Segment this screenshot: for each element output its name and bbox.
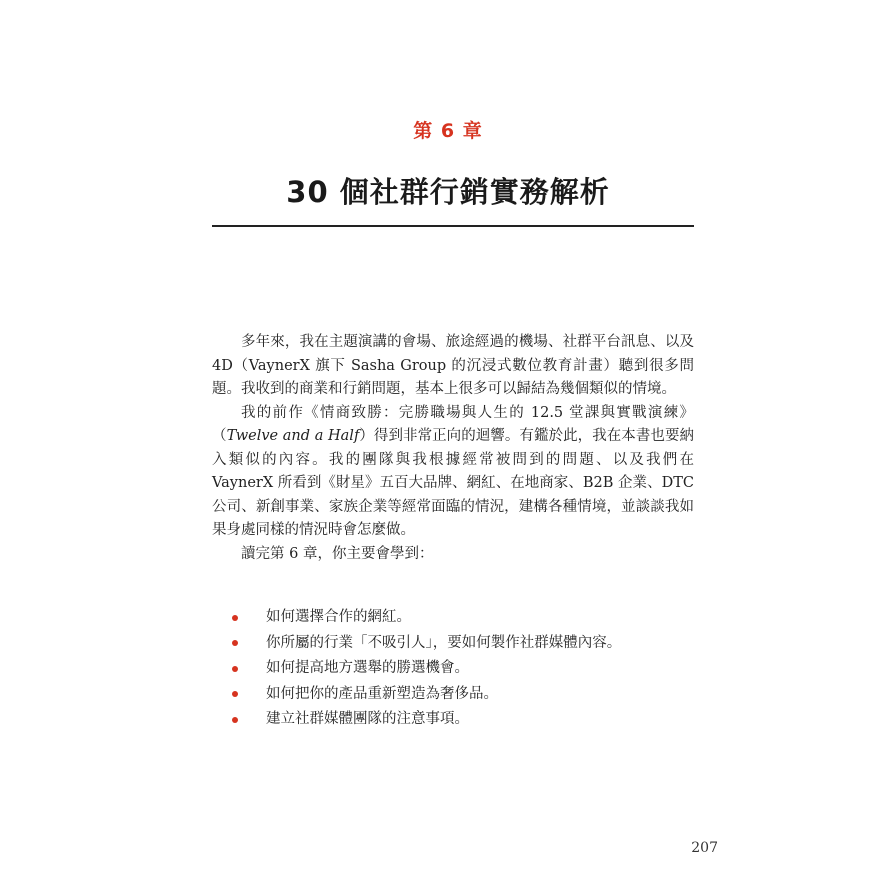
list-item-text: 如何提高地方選舉的勝選機會。 [266,660,469,676]
page-number: 207 [691,840,718,856]
list-item [232,707,692,733]
list-item [232,682,692,708]
title-divider [212,225,694,227]
list-item-text: 你所屬的行業「不吸引人」，要如何製作社群媒體內容。 [266,634,622,651]
paragraph-2-text-after: ）得到非常正向的迴響。有鑑於此，我在本書也要納入類似的內容。我的團隊與我根據經常被問到的問題、以及我們在 VaynerX 所看到《財星》五百大品牌、網紅、在地商家、B2B 企業、DTC 公司、新創事業、家族企業等經常面臨的情況，建構各種情境，並談談我如果身處同樣的情況時會怎麼做。 [212,428,695,538]
list-item [232,605,692,631]
bullet-icon [232,717,238,723]
book-title-english: Twelve and a Half [226,428,360,444]
list-item-text: 建立社群媒體團隊的注意事項。 [266,711,469,727]
learning-points-list [232,605,692,733]
bullet-icon [232,615,238,621]
paragraph-2 [212,402,694,543]
paragraph-2-text-before: 我的前作《情商致勝：完勝職場與人生的 12.5 堂課與實戰演練》（ [212,404,694,444]
list-item [232,631,692,657]
bullet-icon [232,640,238,646]
list-item [232,656,692,682]
bullet-icon [232,691,238,697]
list-item-text: 如何選擇合作的網紅。 [266,609,411,625]
paragraph-3: 讀完第 6 章，你主要會學到： [241,545,434,562]
chapter-title: 30 個社群行銷實務解析 [286,175,610,209]
body-text [212,331,694,566]
list-item-text: 如何把你的產品重新塑造為奢侈品。 [266,685,498,702]
bullet-icon [232,666,238,672]
paragraph-1: 多年來，我在主題演講的會場、旅途經過的機場、社群平台訊息、以及 4D（VaynerX 旗下 Sasha Group 的沉浸式數位教育計畫）聽到很多問題。我收到的商業和行銷問題，基本上很多可以歸結為幾個類似的情境。 [212,334,694,397]
chapter-label: 第 6 章 [413,120,483,142]
